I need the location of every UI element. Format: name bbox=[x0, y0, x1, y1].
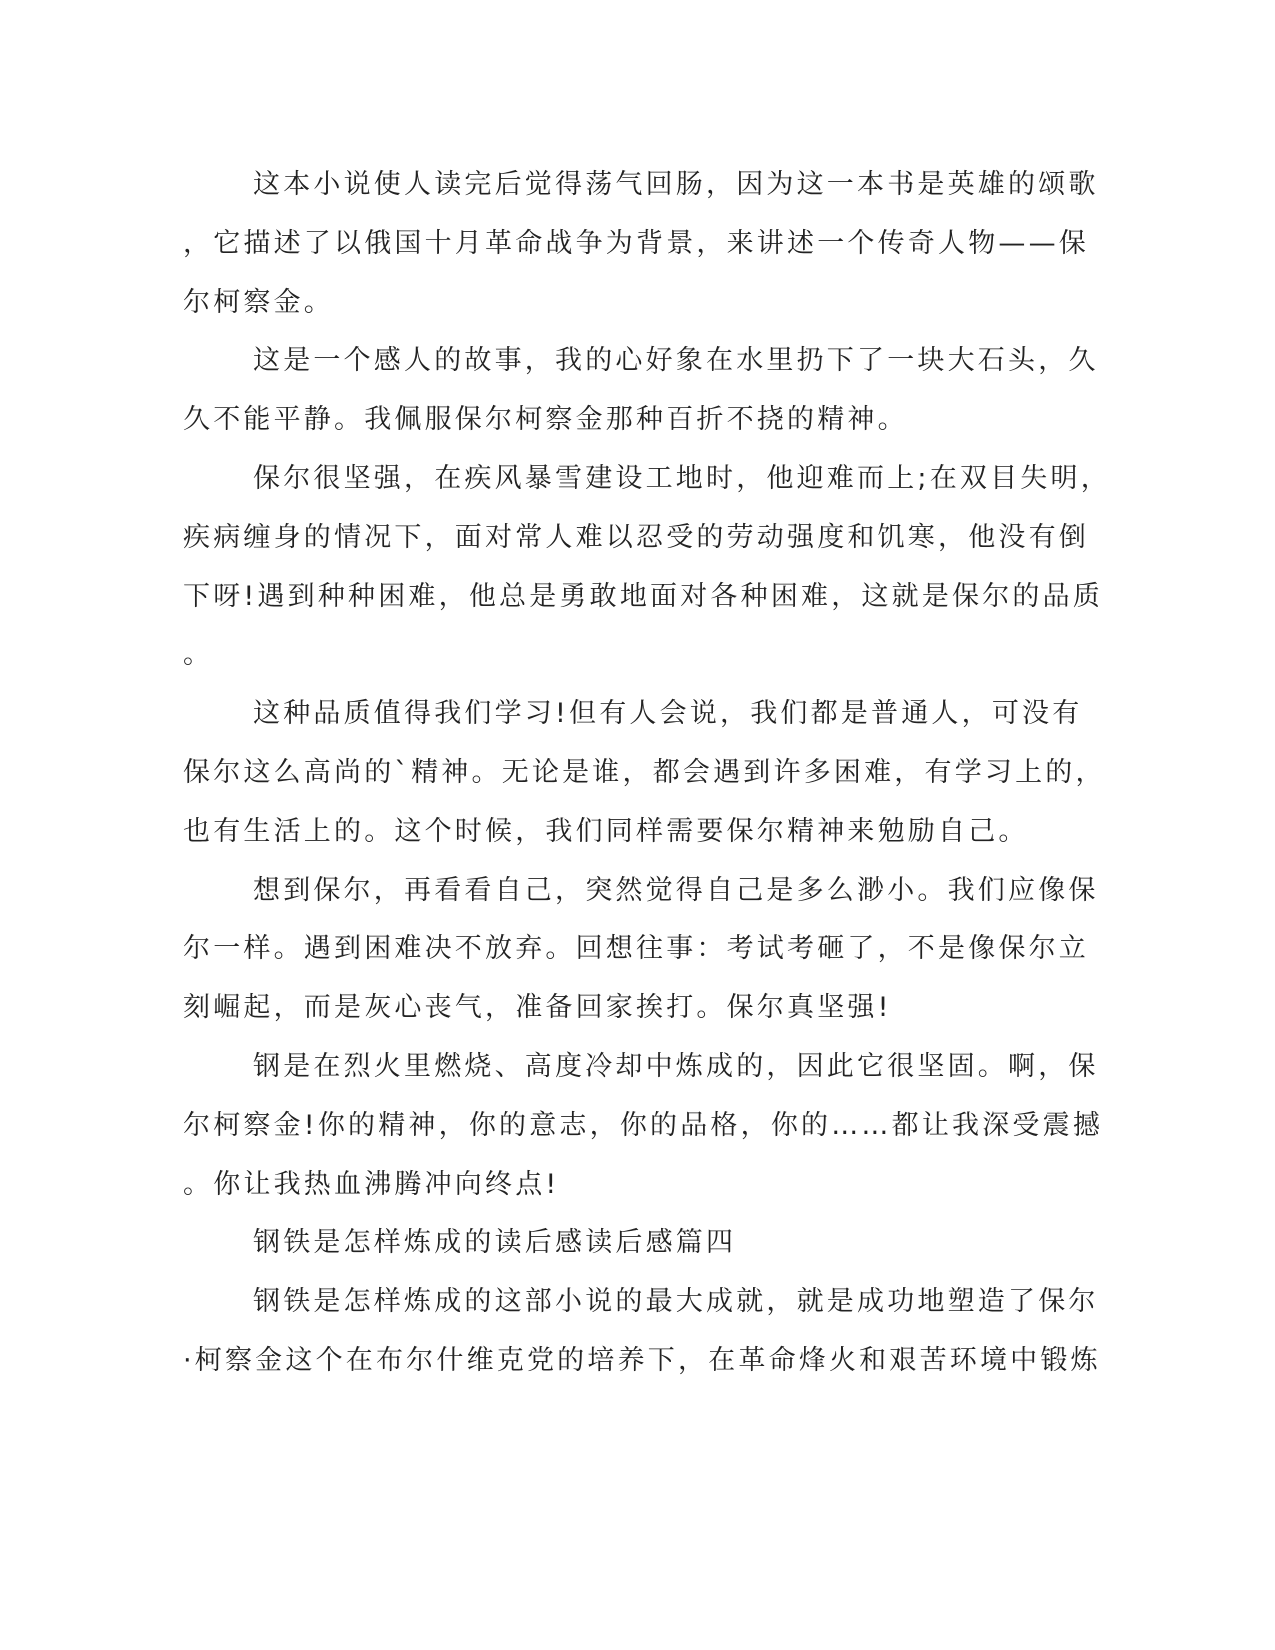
paragraph-1-line-1: 这本小说使人读完后觉得荡气回肠，因为这一本书是英雄的颂歌 bbox=[253, 169, 1099, 200]
paragraph-2-line-1: 这是一个感人的故事，我的心好象在水里扔下了一块大石头，久 bbox=[253, 345, 1099, 377]
paragraph-1-line-2: ，它描述了以俄国十月革命战争为背景，来讲述一个传奇人物——保 bbox=[183, 227, 1089, 259]
section-heading: 钢铁是怎样炼成的读后感读后感篇四 bbox=[253, 1227, 737, 1259]
paragraph-3-line-4: 。 bbox=[183, 639, 214, 671]
paragraph-3-line-1: 保尔很坚强，在疾风暴雪建设工地时，他迎难而上;在双目失明， bbox=[253, 462, 1111, 494]
paragraph-5-line-1: 想到保尔，再看看自己，突然觉得自己是多么渺小。我们应像保 bbox=[253, 874, 1099, 906]
paragraph-6-line-2: 尔柯察金!你的精神，你的意志，你的品格，你的……都让我深受震撼 bbox=[183, 1109, 1104, 1141]
paragraph-2-line-2: 久不能平静。我佩服保尔柯察金那种百折不挠的精神。 bbox=[183, 404, 908, 436]
paragraph-4-line-3: 也有生活上的。这个时候，我们同样需要保尔精神来勉励自己。 bbox=[183, 815, 1029, 847]
paragraph-4-line-2: 保尔这么高尚的`精神。无论是谁，都会遇到许多困难，有学习上的， bbox=[183, 756, 1106, 788]
paragraph-5-line-3: 刻崛起，而是灰心丧气，准备回家挨打。保尔真坚强! bbox=[183, 992, 892, 1024]
paragraph-7-line-1: 钢铁是怎样炼成的这部小说的最大成就，就是成功地塑造了保尔 bbox=[253, 1286, 1099, 1318]
paragraph-1-line-3: 尔柯察金。 bbox=[183, 286, 334, 318]
paragraph-5-line-2: 尔一样。遇到困难决不放弃。回想往事：考试考砸了，不是像保尔立 bbox=[183, 933, 1089, 965]
body-text bbox=[183, 156, 1111, 1391]
paragraph-6-line-3: 。你让我热血沸腾冲向终点! bbox=[183, 1168, 560, 1200]
paragraph-3-line-2: 疾病缠身的情况下，面对常人难以忍受的劳动强度和饥寒，他没有倒 bbox=[183, 521, 1089, 553]
paragraph-3-line-3: 下呀!遇到种种困难，他总是勇敢地面对各种困难，这就是保尔的品质 bbox=[183, 580, 1104, 612]
paragraph-7-line-2: ·柯察金这个在布尔什维克党的培养下，在革命烽火和艰苦环境中锻炼 bbox=[183, 1344, 1101, 1376]
paragraph-6-line-1: 钢是在烈火里燃烧、高度冷却中炼成的，因此它很坚固。啊，保 bbox=[253, 1050, 1099, 1082]
paragraph-4-line-1: 这种品质值得我们学习!但有人会说，我们都是普通人，可没有 bbox=[253, 698, 1083, 730]
